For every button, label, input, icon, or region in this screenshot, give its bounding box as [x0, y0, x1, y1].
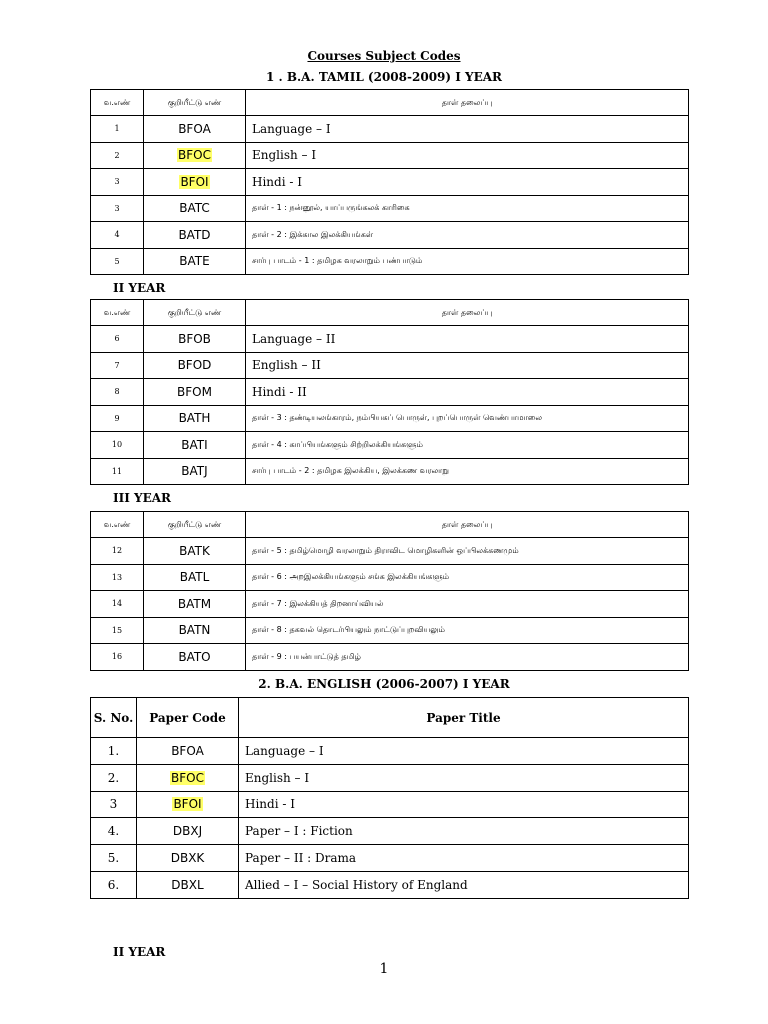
table-row	[91, 458, 689, 485]
row-number: 14	[91, 591, 144, 618]
paper-title: Hindi - II	[246, 379, 689, 406]
paper-title: தாள் - 9 : பயன்பாட்டுத் தமிழ்	[246, 644, 689, 671]
row-number: 4	[91, 222, 144, 249]
header-number: வ.எண்	[91, 90, 144, 116]
table-header-row	[91, 90, 689, 116]
table-row	[91, 791, 689, 818]
paper-code: BFOA	[144, 116, 246, 143]
row-number: 5.	[91, 845, 137, 872]
paper-title: சார்பு பாடம் - 2 : தமிழக இலக்கிய, இலக்கண வரலாறு	[246, 458, 689, 485]
paper-code: BATI	[144, 432, 246, 459]
table-row	[91, 764, 689, 791]
paper-code: BATD	[144, 222, 246, 249]
table-row	[91, 738, 689, 765]
table-row	[91, 845, 689, 872]
tamil-year-1-table	[90, 89, 689, 275]
paper-title: English – I	[239, 764, 689, 791]
row-number: 1	[91, 116, 144, 143]
header-code: குறியீட்டு எண்	[144, 90, 246, 116]
row-number: 9	[91, 405, 144, 432]
paper-title: Language – I	[246, 116, 689, 143]
paper-code: BFOA	[137, 738, 239, 765]
header-number: வ.எண்	[91, 300, 144, 326]
row-number: 6.	[91, 871, 137, 898]
tamil-year-3-table	[90, 511, 689, 671]
paper-code: BATH	[144, 405, 246, 432]
table-row	[91, 432, 689, 459]
paper-code: BFOD	[144, 352, 246, 379]
table-row	[91, 871, 689, 898]
paper-title: Allied – I – Social History of England	[239, 871, 689, 898]
paper-code: BATE	[144, 248, 246, 275]
paper-title: Hindi - I	[246, 169, 689, 196]
highlighted-paper-code-cell	[144, 169, 246, 196]
paper-title: Hindi - I	[239, 791, 689, 818]
paper-code: BATC	[144, 195, 246, 222]
table-header-row	[91, 300, 689, 326]
highlighted-paper-code: BFOC	[178, 148, 211, 163]
table-header-row	[91, 512, 689, 538]
table-row	[91, 352, 689, 379]
highlighted-paper-code-cell	[144, 142, 246, 169]
paper-code: DBXJ	[137, 818, 239, 845]
table-row	[91, 405, 689, 432]
english-year-1-table	[90, 697, 689, 899]
paper-code: BATN	[144, 617, 246, 644]
row-number: 10	[91, 432, 144, 459]
highlighted-paper-code: BFOI	[173, 797, 202, 812]
row-number: 6	[91, 326, 144, 353]
paper-title: தாள் - 3 : தண்டியலங்காரம், நம்பியகப் பொருள், புறப்பொருள் வெண்பாமாலை	[246, 405, 689, 432]
paper-title: தாள் - 2 : இக்கால இலக்கியங்கள்	[246, 222, 689, 249]
paper-title: தாள் - 4 : காப்பியங்களும் சிற்றிலக்கியங்களும்	[246, 432, 689, 459]
header-code: குறியீட்டு எண்	[144, 512, 246, 538]
header-code: குறியீட்டு எண்	[144, 300, 246, 326]
paper-title: Language – II	[246, 326, 689, 353]
row-number: 15	[91, 617, 144, 644]
table-row	[91, 169, 689, 196]
paper-code: BATO	[144, 644, 246, 671]
table-row	[91, 326, 689, 353]
tamil-year-3-label: III YEAR	[113, 491, 172, 505]
paper-title: தாள் - 6 : அறஇலக்கியங்களும் சங்க இலக்கியங்களும்	[246, 564, 689, 591]
header-title: தாள் தலைப்பு	[246, 512, 689, 538]
document-title: Courses Subject Codes	[307, 49, 461, 63]
header-title: தாள் தலைப்பு	[246, 300, 689, 326]
table-row	[91, 617, 689, 644]
highlighted-paper-code-cell	[137, 764, 239, 791]
table-row	[91, 195, 689, 222]
paper-code: DBXL	[137, 871, 239, 898]
paper-title: Paper – I : Fiction	[239, 818, 689, 845]
table-row	[91, 818, 689, 845]
page-number: 1	[379, 961, 389, 977]
row-number: 8	[91, 379, 144, 406]
row-number: 2	[91, 142, 144, 169]
row-number: 13	[91, 564, 144, 591]
header-number: வ.எண்	[91, 512, 144, 538]
row-number: 5	[91, 248, 144, 275]
header-number: S. No.	[91, 698, 137, 738]
row-number: 7	[91, 352, 144, 379]
row-number: 1.	[91, 738, 137, 765]
row-number: 11	[91, 458, 144, 485]
paper-code: BFOM	[144, 379, 246, 406]
header-title: தாள் தலைப்பு	[246, 90, 689, 116]
highlighted-paper-code: BFOC	[171, 770, 204, 785]
tamil-year-2-table	[90, 299, 689, 485]
paper-code: BATL	[144, 564, 246, 591]
paper-title: சார்பு பாடம் - 1 : தமிழக வரலாறும் பண்பாடும்	[246, 248, 689, 275]
paper-title: English – I	[246, 142, 689, 169]
english-year-2-label: II YEAR	[113, 945, 166, 959]
table-row	[91, 248, 689, 275]
table-row	[91, 116, 689, 143]
paper-title: தாள் - 1 : நன்னூல், யாப்பருங்கலக் காரிகை	[246, 195, 689, 222]
table-row	[91, 591, 689, 618]
section-1-title: 1 . B.A. TAMIL (2008-2009) I YEAR	[265, 70, 503, 84]
highlighted-paper-code-cell	[137, 791, 239, 818]
row-number: 2.	[91, 764, 137, 791]
paper-title: தாள் - 8 : தகவல் தொடர்பியலும் நாட்டுப்புறவியலும்	[246, 617, 689, 644]
table-row	[91, 644, 689, 671]
row-number: 4.	[91, 818, 137, 845]
header-title: Paper Title	[239, 698, 689, 738]
paper-title: Paper – II : Drama	[239, 845, 689, 872]
table-row	[91, 564, 689, 591]
row-number: 3	[91, 791, 137, 818]
paper-title: Language – I	[239, 738, 689, 765]
table-row	[91, 379, 689, 406]
paper-title: English – II	[246, 352, 689, 379]
table-header-row	[91, 698, 689, 738]
highlighted-paper-code: BFOI	[180, 174, 209, 189]
row-number: 3	[91, 169, 144, 196]
paper-title: தாள் - 5 : தமிழ்மொழி வரலாறும் திராவிட மொழிகளின் ஒப்பிலக்கணமும்	[246, 538, 689, 565]
row-number: 16	[91, 644, 144, 671]
row-number: 3	[91, 195, 144, 222]
paper-code: BATM	[144, 591, 246, 618]
table-row	[91, 142, 689, 169]
section-2-title: 2. B.A. ENGLISH (2006-2007) I YEAR	[258, 677, 510, 691]
row-number: 12	[91, 538, 144, 565]
paper-code: DBXK	[137, 845, 239, 872]
tamil-year-2-label: II YEAR	[113, 281, 166, 295]
paper-code: BATJ	[144, 458, 246, 485]
table-row	[91, 222, 689, 249]
header-code: Paper Code	[137, 698, 239, 738]
paper-code: BATK	[144, 538, 246, 565]
paper-title: தாள் - 7 : இலக்கியத் திறனாய்வியல்	[246, 591, 689, 618]
table-row	[91, 538, 689, 565]
paper-code: BFOB	[144, 326, 246, 353]
